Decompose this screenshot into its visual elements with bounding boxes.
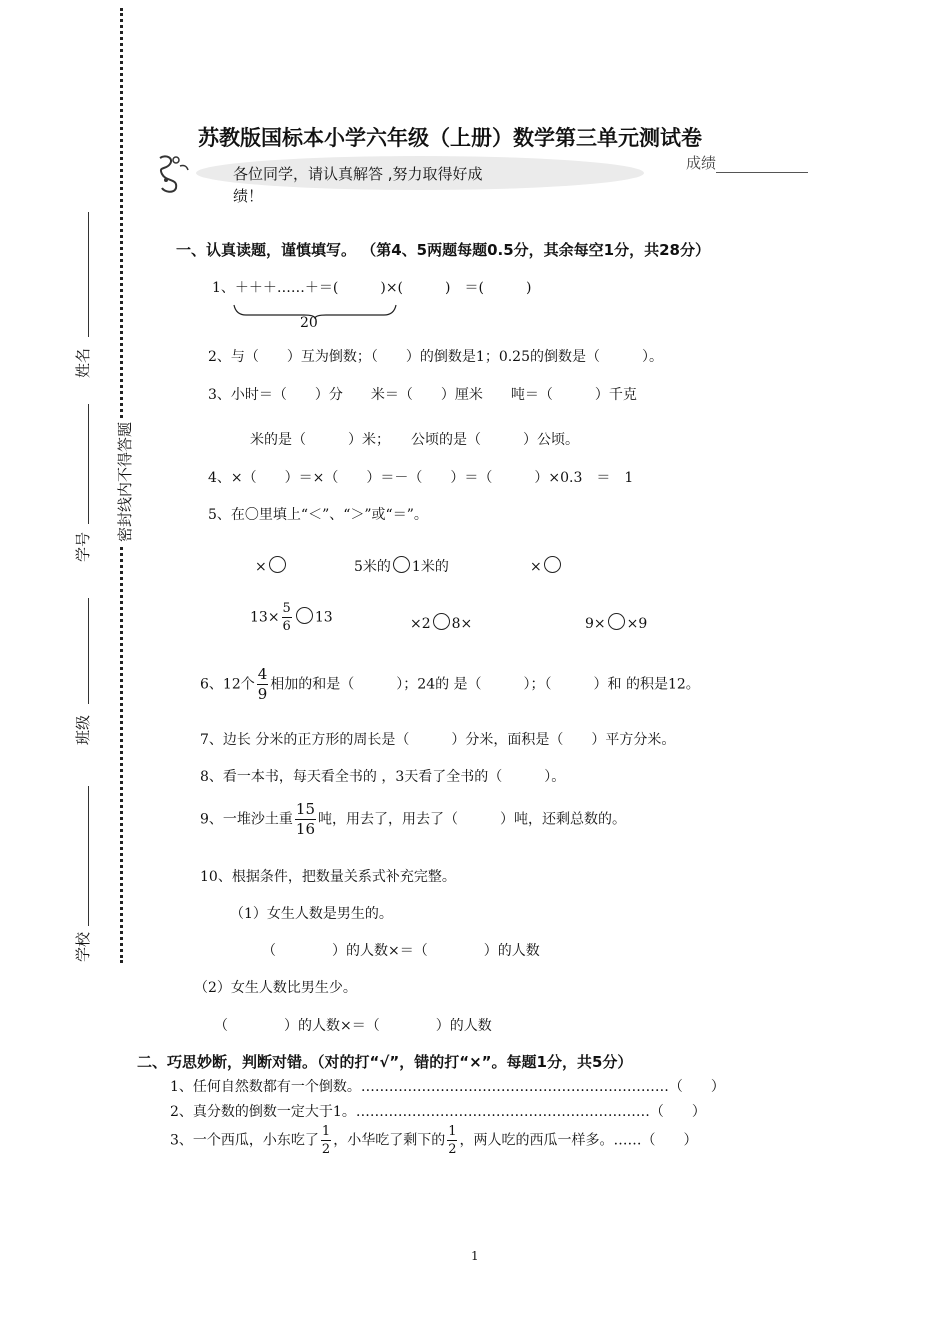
name-label: 姓名: [74, 347, 92, 378]
class-underline: [88, 598, 89, 704]
question-7: 7、边长 分米的正方形的周长是（ ）分米，面积是（ ）平方分米。: [200, 732, 676, 748]
judge-question-3: [170, 1125, 697, 1156]
page-number: 1: [471, 1249, 479, 1263]
student-id-label: 学号: [74, 531, 92, 562]
question-10-1-relation: （ ）的人数×＝（ ）的人数: [262, 943, 540, 959]
school-label: 学校: [74, 931, 92, 962]
compare-circle[interactable]: [608, 613, 625, 630]
fraction-numerator: 5: [282, 601, 291, 616]
q6-post: 相加的和是（ ）；24的 是（ ）；（ ）和 的积是12。: [270, 676, 700, 693]
q5-d-post: 13: [314, 609, 333, 626]
judge-q3-mid: ，小华吃了剩下的: [333, 1132, 446, 1149]
q6-pre: 6、12个: [200, 676, 255, 693]
score-label: 成绩: [686, 152, 808, 173]
q1-brace-label: 20: [300, 315, 318, 331]
question-5: 5、在〇里填上“＜”、“＞”或“＝”。: [208, 507, 428, 523]
greeting-line-1: 各位同学，请认真解答 ,努力取得好成: [233, 165, 483, 183]
greeting-text: [233, 163, 483, 207]
compare-circle[interactable]: [269, 556, 286, 573]
question-10-2-relation: （ ）的人数×＝（ ）的人数: [214, 1018, 492, 1034]
score-blank: [716, 154, 808, 173]
compare-circle[interactable]: [433, 613, 450, 630]
greeting-line-2: 绩！: [233, 187, 264, 205]
fraction-denominator: 2: [321, 1142, 331, 1157]
fraction: [257, 667, 269, 702]
fraction-numerator: 4: [257, 665, 268, 683]
q5-item-b: [354, 556, 449, 576]
question-9: [200, 802, 626, 837]
fraction-denominator: 9: [257, 685, 268, 703]
page-title: 苏教版国标本小学六年级（上册）数学第三单元测试卷: [198, 126, 702, 150]
compare-circle[interactable]: [544, 556, 561, 573]
section2-heading: 二、巧思妙断，判断对错。（对的打“√”，错的打“×”。每题1分，共5分）: [137, 1053, 633, 1071]
fraction-denominator: 2: [448, 1142, 457, 1157]
q5-c-text: ×: [530, 559, 542, 575]
q5-a-text: ×: [255, 559, 267, 575]
q5-b-pre: 5米的: [354, 559, 391, 575]
q5-item-e: [410, 613, 472, 632]
compare-circle[interactable]: [393, 556, 410, 573]
student-id-underline: [88, 404, 89, 524]
fraction-numerator: 1: [321, 1124, 331, 1139]
q5-item-d: [250, 602, 333, 633]
q5-d-pre: 13×: [250, 609, 280, 626]
question-10-2: （2）女生人数比男生少。: [194, 980, 357, 996]
q5-e-post: 8×: [451, 616, 473, 632]
compare-circle[interactable]: [296, 607, 313, 624]
school-underline: [88, 786, 89, 926]
q5-f-pre: 9×: [585, 616, 606, 632]
question-1: 1、＋＋＋……＋＝( )×( ) ＝( ): [212, 280, 532, 296]
fraction-denominator: 6: [282, 619, 291, 634]
question-3-line-1: 3、小时＝（ ）分 米＝（ ）厘米 吨＝（ ）千克: [208, 387, 637, 403]
q5-b-post: 1米的: [411, 559, 449, 575]
cartoon-doodle-icon: [152, 152, 192, 196]
section1-heading: 一、认真读题，谨慎填写。 （第4、5两题每题0.5分，其余每空1分，共28分）: [176, 241, 710, 259]
question-2: 2、与（ ）互为倒数；（ ）的倒数是1；0.25的倒数是（ ）。: [208, 349, 663, 365]
class-label: 班级: [74, 714, 92, 745]
fraction-numerator: 15: [295, 800, 316, 818]
fraction: [282, 602, 292, 633]
fraction-numerator: 1: [448, 1124, 457, 1139]
fraction: [321, 1125, 331, 1156]
question-4: 4、×（ ）＝×（ ）＝－（ ）＝（ ）×0.3 ＝ 1: [208, 470, 634, 486]
judge-q3-post: ，两人吃的西瓜一样多。……（ ）: [459, 1132, 698, 1149]
q9-pre: 9、一堆沙土重: [200, 811, 293, 828]
question-6: [200, 667, 700, 702]
fraction-denominator: 16: [295, 820, 316, 838]
judge-question-1: 1、任何自然数都有一个倒数。…………………………………………………………（ ）: [170, 1079, 725, 1095]
q5-item-a: [255, 556, 288, 575]
q5-e-pre: ×2: [410, 616, 431, 632]
q5-item-c: [530, 556, 563, 575]
q5-f-post: ×9: [626, 616, 648, 632]
q5-item-f: [585, 613, 647, 632]
fraction: [295, 802, 316, 837]
question-10: 10、根据条件，把数量关系式补充完整。: [200, 869, 456, 885]
name-underline: [88, 212, 89, 337]
question-8: 8、看一本书，每天看全书的 ，3天看了全书的（ ）。: [200, 769, 566, 785]
q9-post: 吨，用去了，用去了（ ）吨，还剩总数的。: [318, 811, 627, 828]
judge-q3-pre: 3、一个西瓜，小东吃了: [170, 1132, 319, 1149]
question-3-line-2: 米的是（ ）米； 公顷的是（ ）公顷。: [250, 432, 579, 448]
seal-notice: 密封线内不得答题: [114, 419, 135, 545]
judge-question-2: 2、真分数的倒数一定大于1。………………………………………………………（ ）: [170, 1104, 706, 1120]
question-10-1: （1）女生人数是男生的。: [230, 906, 393, 922]
fraction: [447, 1125, 457, 1156]
